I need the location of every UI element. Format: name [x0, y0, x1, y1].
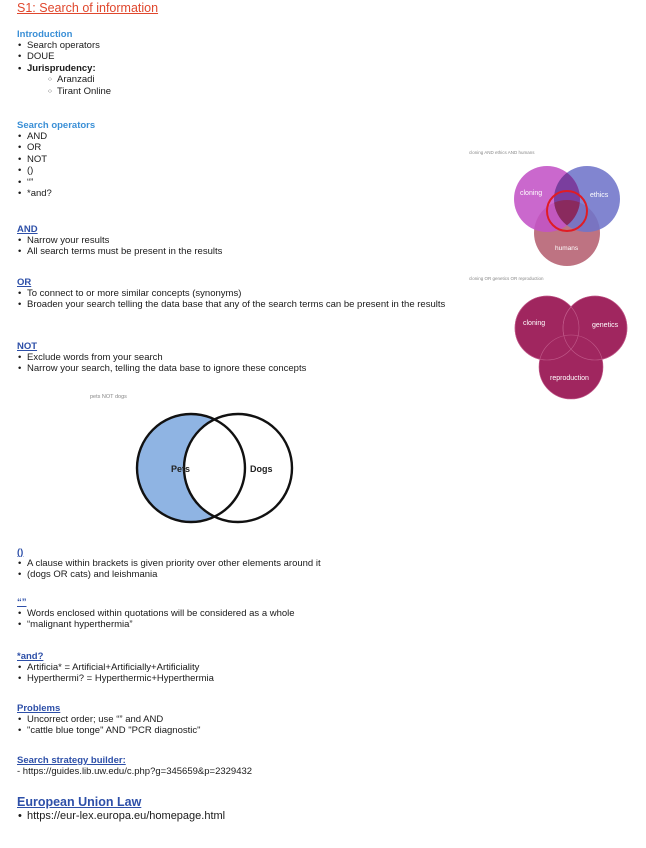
list-item: • AND [17, 131, 95, 142]
list-item: • A clause within brackets is given priority over other elements around it [17, 558, 321, 569]
truncation-list [17, 662, 214, 685]
pets-venn-caption: pets NOT dogs [90, 394, 127, 400]
list-item: • Jurisprudency: [17, 63, 111, 74]
and-venn-caption: cloning AND ethics AND humans [469, 150, 535, 155]
search-operators-heading: Search operators [17, 120, 96, 131]
problems-section [17, 703, 201, 737]
list-item: • "cattle blue tonge" AND "PCR diagnostic" [17, 725, 201, 736]
list-item: • (dogs OR cats) and leishmania [17, 569, 321, 580]
list-item: • NOT [17, 154, 95, 165]
truncation-heading-link[interactable]: *and? [17, 651, 44, 662]
cloning-label: cloning [523, 320, 546, 327]
jurisprudency-sublist [17, 74, 111, 97]
problems-heading-link[interactable]: Problems [17, 703, 61, 714]
or-venn-diagram [510, 288, 632, 400]
reproduction-label: reproduction [550, 375, 589, 382]
european-union-law-heading-link[interactable]: European Union Law [17, 795, 142, 809]
eu-law-url[interactable]: • https://eur-lex.europa.eu/homepage.html [17, 810, 225, 823]
introduction-list [17, 40, 111, 74]
ethics-label: ethics [590, 192, 609, 199]
european-union-law-section [17, 795, 225, 823]
quotes-heading-link[interactable]: “” [17, 597, 27, 608]
brackets-heading-link[interactable]: () [17, 547, 24, 558]
genetics-label: genetics [592, 322, 619, 329]
sub-list-item: ○ Aranzadi [48, 74, 111, 85]
introduction-section [17, 29, 111, 97]
list-item: • To connect to or more similar concepts (synonyms) [17, 288, 467, 299]
list-item: • Uncorrect order; use “” and AND [17, 714, 201, 725]
brackets-list [17, 558, 321, 581]
or-heading-link[interactable]: OR [17, 277, 32, 288]
reproduction-circle [539, 335, 603, 399]
and-list [17, 235, 222, 258]
humans-label: humans [555, 245, 579, 252]
list-item: • Narrow your results [17, 235, 222, 246]
list-item: • Hyperthermi? = Hyperthermic+Hyperthermia [17, 673, 214, 684]
and-venn-diagram [505, 155, 629, 273]
list-item: • “malignant hyperthermia” [17, 619, 295, 630]
eu-law-list [17, 810, 225, 823]
list-item: • Broaden your search telling the data base that any of the search terms can be present in the results [17, 299, 467, 310]
not-list [17, 352, 306, 375]
list-item: • Exclude words from your search [17, 352, 306, 363]
search-strategy-builder-url[interactable]: - https://guides.lib.uw.edu/c.php?g=345659&p=2329432 [17, 766, 253, 777]
and-heading-link[interactable]: AND [17, 224, 38, 235]
page-title: S1: Search of information [17, 1, 159, 15]
introduction-heading: Introduction [17, 29, 73, 40]
search-strategy-builder-section [17, 755, 252, 777]
list-item: • () [17, 165, 95, 176]
pets-label: Pets [171, 464, 191, 474]
not-section [17, 341, 306, 375]
quotes-list [17, 608, 295, 631]
and-section [17, 224, 222, 258]
list-item: • Narrow your search, telling the data base to ignore these concepts [17, 363, 306, 374]
or-list [17, 288, 467, 311]
or-venn-caption: cloning OR genetics OR reproduction [469, 276, 544, 281]
list-item: • Search operators [17, 40, 111, 51]
sub-list-item: ○ Tirant Online [48, 86, 111, 97]
or-section [17, 277, 467, 311]
dogs-label: Dogs [250, 464, 273, 474]
search-strategy-builder-heading-link[interactable]: Search strategy builder: [17, 755, 126, 766]
brackets-section [17, 547, 321, 581]
list-item: • Words enclosed within quotations will be considered as a whole [17, 608, 295, 619]
list-item: • “” [17, 177, 95, 188]
list-item: • *and? [17, 188, 95, 199]
truncation-section [17, 651, 214, 685]
cloning-label: cloning [520, 190, 543, 197]
list-item: • OR [17, 142, 95, 153]
problems-list [17, 714, 201, 737]
search-operators-section [17, 120, 95, 199]
operators-list [17, 131, 95, 199]
quotes-section [17, 597, 295, 631]
pets-not-dogs-venn-diagram [125, 410, 315, 528]
not-heading-link[interactable]: NOT [17, 341, 38, 352]
list-item: • Artificia* = Artificial+Artificially+Artificiality [17, 662, 214, 673]
list-item: • All search terms must be present in the results [17, 246, 222, 257]
list-item: • DOUE [17, 51, 111, 62]
